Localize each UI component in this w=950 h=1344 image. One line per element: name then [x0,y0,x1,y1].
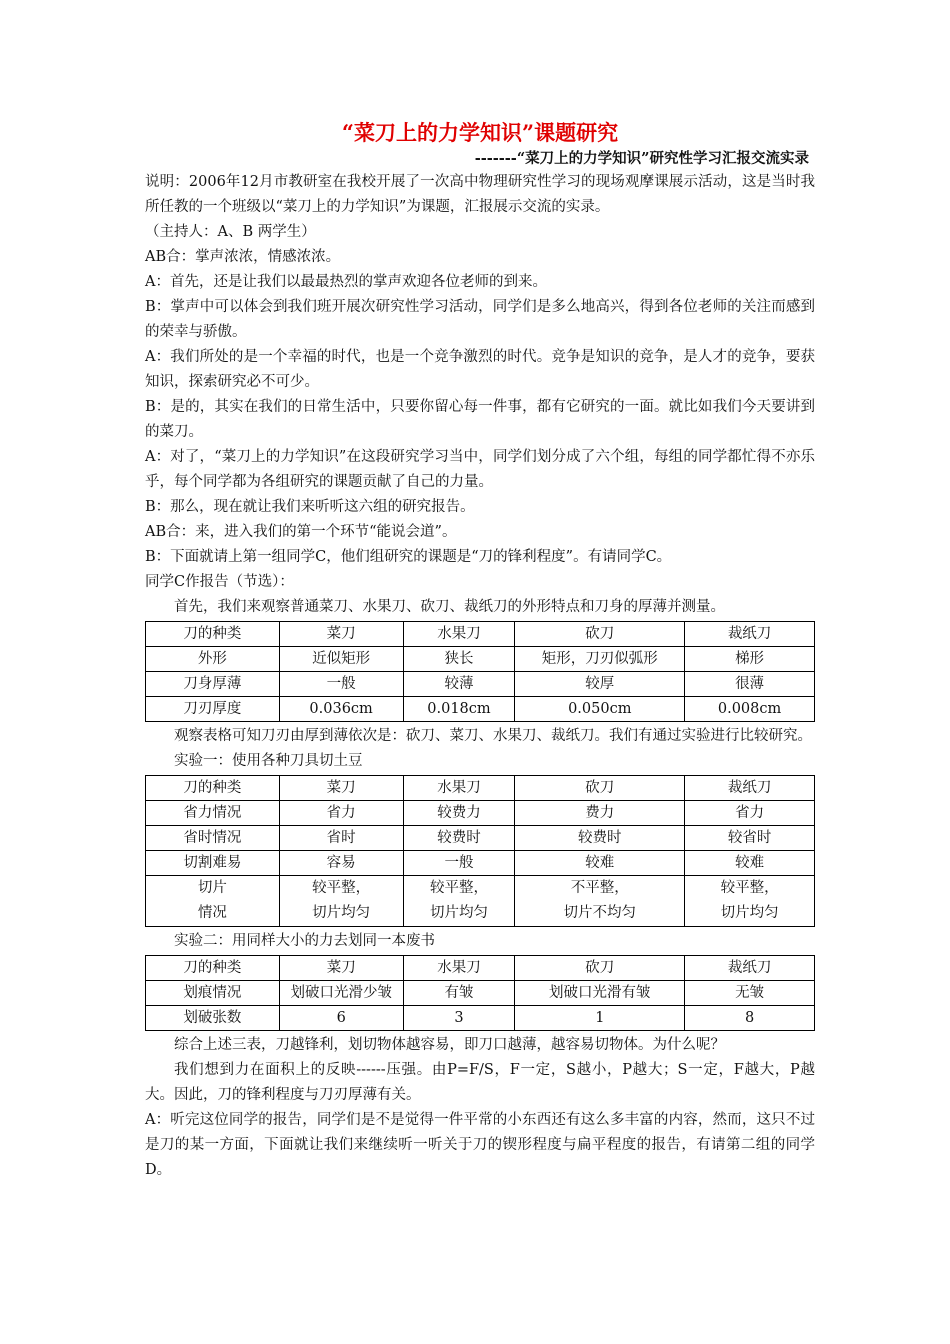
table-cell: 水果刀 [403,622,515,647]
intro-paragraph: A：对了，“菜刀上的力学知识”在这段研究学习当中，同学们划分成了六个组，每组的同学都忙得不亦乐乎，每个同学都为各组研究的课题贡献了自己的力量。 [145,449,815,490]
table-cell: 刀刃厚度 [146,697,280,722]
table-cell: 水果刀 [403,776,515,801]
cell-line: 切片均匀 [430,905,488,921]
cell-line: 不平整， [570,880,629,896]
table-cell: 刀的种类 [146,956,280,981]
table-row [146,697,815,722]
table-cell: 6 [279,1006,403,1031]
table-cell: 容易 [279,851,403,876]
table-cell: 砍刀 [515,956,685,981]
table-row [146,826,815,851]
table-row [146,851,815,876]
table-cell: 菜刀 [279,776,403,801]
table-cell: 省时 [279,826,403,851]
observation-paragraph: 观察表格可知刀刃由厚到薄依次是：砍刀、菜刀、水果刀、裁纸刀。我们有通过实验进行比较研究。 [174,728,812,744]
table-cell: 矩形，刀刃似弧形 [515,647,685,672]
cell-line: 较平整， [430,880,488,896]
table-cell: 省力 [685,801,815,826]
table-cell: 划破口光滑少皱 [279,981,403,1006]
table-row [146,647,815,672]
intro-paragraph: 说明：2006年12月市教研室在我校开展了一次高中物理研究性学习的现场观摩课展示活动，这是当时我所任教的一个班级以“菜刀上的力学知识”为课题，汇报展示交流的实录。 [145,174,815,215]
book-cutting-table [145,955,815,1031]
table-cell: 8 [685,1006,815,1031]
intro-paragraph: B：掌声中可以体会到我们班开展次研究性学习活动，同学们是多么地高兴，得到各位老师的关注而感到的荣幸与骄傲。 [145,299,815,340]
table-cell: 1 [515,1006,685,1031]
cell-line: 切片均匀 [312,905,371,921]
table-cell: 较费力 [403,801,515,826]
table-cell: 无皱 [685,981,815,1006]
observation-paragraph: 首先，我们来观察普通菜刀、水果刀、砍刀、裁纸刀的外形特点和刀身的厚薄并测量。 [174,599,725,615]
intro-paragraph: B：下面就请上第一组同学C，他们组研究的课题是“刀的锋利程度”。有请同学C。 [145,549,672,565]
table-cell [146,876,280,927]
knife-shape-table [145,621,815,722]
table-cell: 0.008cm [685,697,815,722]
intro-paragraph: A：我们所处的是一个幸福的时代，也是一个竞争激烈的时代。竞争是知识的竞争，是人才的竞争，要获知识，探索研究必不可少。 [145,349,815,390]
table-cell: 裁纸刀 [685,956,815,981]
table-cell: 砍刀 [515,622,685,647]
table-cell: 切割难易 [146,851,280,876]
conclusion-paragraph: 我们想到力在面积上的反映------压强。由P=F/S，F一定，S越小，P越大；S一定，F越大，P越大。因此，刀的锋利程度与刀刃厚薄有关。 [145,1062,815,1103]
table-cell: 裁纸刀 [685,622,815,647]
table-cell [685,876,815,927]
table-cell: 省时情况 [146,826,280,851]
table-cell: 划破张数 [146,1006,280,1031]
table-cell: 0.036cm [279,697,403,722]
table-cell [515,876,685,927]
table-cell: 省力 [279,801,403,826]
table-cell [403,876,515,927]
table-cell: 近似矩形 [279,647,403,672]
table-cell: 狭长 [403,647,515,672]
cell-line: 切片 [197,880,227,896]
table-cell: 有皱 [403,981,515,1006]
conclusion-paragraph: 综合上述三表，刀越锋利，划切物体越容易，即刀口越薄，越容易切物体。为什么呢？ [174,1037,725,1053]
cell-line: 切片不均匀 [563,905,637,921]
table-cell: 砍刀 [515,776,685,801]
intro-paragraph: （主持人：A、B 两学生） [145,224,316,240]
document-content [145,118,815,1183]
table-cell: 较厚 [515,672,685,697]
cell-line: 切片均匀 [720,905,779,921]
table-cell: 划痕情况 [146,981,280,1006]
table-row [146,981,815,1006]
intro-paragraph: B：是的，其实在我们的日常生活中，只要你留心每一件事，都有它研究的一面。就比如我们今天要讲到的菜刀。 [145,399,815,440]
table-row [146,672,815,697]
cell-line: 较平整， [720,880,779,896]
table-cell: 一般 [279,672,403,697]
table-cell: 省力情况 [146,801,280,826]
table-cell: 菜刀 [279,622,403,647]
table-cell: 划破口光滑有皱 [515,981,685,1006]
intro-paragraph: 同学C作报告（节选）： [145,574,294,590]
document-subtitle: -------“菜刀上的力学知识”研究性学习汇报交流实录 [474,150,809,167]
cell-line: 情况 [197,905,227,921]
table-row [146,776,815,801]
experiment-title: 实验二：用同样大小的力去划同一本废书 [174,933,435,949]
table-cell: 梯形 [685,647,815,672]
table-row [146,876,815,927]
table-cell: 裁纸刀 [685,776,815,801]
table-cell: 较难 [685,851,815,876]
intro-paragraph: A：首先，还是让我们以最最热烈的掌声欢迎各位老师的到来。 [145,274,547,290]
table-cell: 水果刀 [403,956,515,981]
table-cell: 一般 [403,851,515,876]
table-cell: 较省时 [685,826,815,851]
table-row [146,622,815,647]
table-cell: 3 [403,1006,515,1031]
cell-line: 较平整， [312,880,371,896]
document-title: “菜刀上的力学知识”课题研究 [341,120,619,145]
table-cell: 菜刀 [279,956,403,981]
table-cell: 0.050cm [515,697,685,722]
table-cell: 较费时 [403,826,515,851]
table-cell: 刀的种类 [146,776,280,801]
final-paragraph: A：听完这位同学的报告，同学们是不是觉得一件平常的小东西还有这么多丰富的内容，然而，这只不过是刀的某一方面，下面就让我们来继续听一听关于刀的锲形程度与扁平程度的报告，有请第二组的同学D。 [145,1112,815,1178]
table-cell: 费力 [515,801,685,826]
experiment-title: 实验一：使用各种刀具切土豆 [174,753,363,769]
table-cell: 外形 [146,647,280,672]
table-cell: 较薄 [403,672,515,697]
table-cell: 刀的种类 [146,622,280,647]
table-cell: 很薄 [685,672,815,697]
table-cell: 较费时 [515,826,685,851]
table-cell: 刀身厚薄 [146,672,280,697]
intro-paragraph: AB合：掌声浓浓，情感浓浓。 [145,249,341,265]
table-cell [279,876,403,927]
table-row [146,956,815,981]
table-row [146,1006,815,1031]
table-row [146,801,815,826]
table-cell: 0.018cm [403,697,515,722]
table-cell: 较难 [515,851,685,876]
potato-cutting-table [145,775,815,927]
intro-paragraph: AB合：来，进入我们的第一个环节“能说会道”。 [145,524,457,540]
intro-paragraph: B：那么，现在就让我们来听听这六组的研究报告。 [145,499,475,515]
